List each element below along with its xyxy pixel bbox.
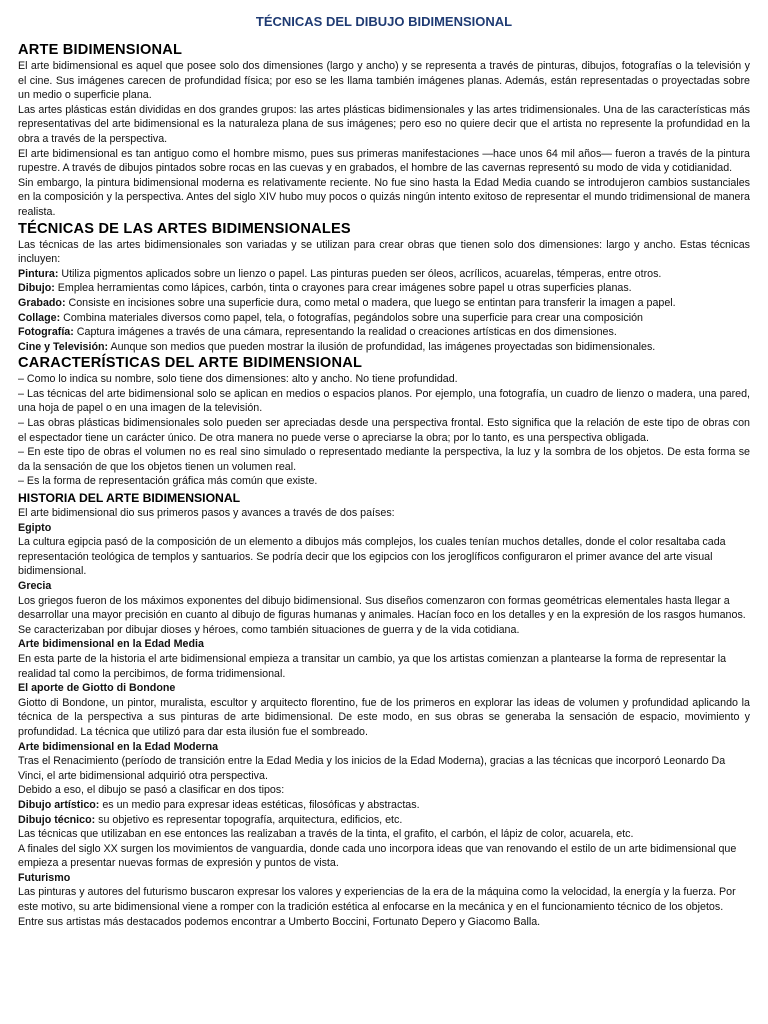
drawing-type-item xyxy=(18,813,750,828)
technique-text: Consiste en incisiones sobre una superficie dura, como metal o madera, que luego se entintan para transferir la imagen a papel. xyxy=(65,296,676,309)
technique-text: Captura imágenes a través de una cámara, representando la realidad o creaciones artísticas en dos dimensiones. xyxy=(73,326,617,339)
paragraph: Sin embargo, la pintura bidimensional moderna es relativamente reciente. No fue sino hasta la Edad Media cuando se introdujeron cambios sustanciales en la composición y la perspectiva. Antes del siglo XIV hubo muy pocos o quizás ningún intento exitoso de representar el mundo tridimensional de manera realista. xyxy=(18,176,750,218)
drawing-type-term: Dibujo artístico: xyxy=(18,798,100,811)
paragraph: En esta parte de la historia el arte bidimensional empieza a transitar un cambio, ya que los artistas comienzan a plantearse la forma de representar la realidad tal como la percibimos, de forma tridimensional. xyxy=(18,652,727,680)
paragraph: A finales del siglo XX surgen los movimientos de vanguardia, donde cada uno incorpora ideas que van renovando el estilo de un arte bidimensional que empieza a presentar nuevas formas de expresión y puntos de vista. xyxy=(18,842,737,870)
technique-text: Utiliza pigmentos aplicados sobre un lienzo o papel. Las pinturas pueden ser óleos, acrílicos, acuarelas, témperas, entre otros. xyxy=(58,267,662,280)
subheading-grecia: Grecia xyxy=(18,580,52,592)
characteristic-item: – Las técnicas del arte bidimensional solo se aplican en medios o espacios planos. Por ejemplo, una fotografía, un cuadro de lienzo o madera, una pared, una hoja de papel o en una imagen de la televisión. xyxy=(18,387,750,415)
technique-item xyxy=(18,325,750,340)
subheading-futurismo: Futurismo xyxy=(18,871,71,884)
technique-term: Fotografía: xyxy=(18,326,74,339)
characteristic-item: – En este tipo de obras el volumen no es real sino simulado o representado mediante la perspectiva, la luz y la sombra de los objetos. De esta forma se da la sensación de que los objetos tienen un volumen real. xyxy=(18,446,750,473)
technique-term: Cine y Televisión: xyxy=(18,340,109,353)
technique-item xyxy=(18,311,750,326)
technique-text: Combina materiales diversos como papel, tela, o fotografías, pegándolos sobre una superficie para crear una composición xyxy=(60,311,643,324)
technique-item xyxy=(18,267,750,282)
subheading-giotto: El aporte de Giotto di Bondone xyxy=(18,682,176,695)
document-title: TÉCNICAS DEL DIBUJO BIDIMENSIONAL xyxy=(255,14,513,29)
paragraph: El arte bidimensional dio sus primeros pasos y avances a través de dos países: xyxy=(18,507,395,520)
drawing-type-item xyxy=(18,798,750,813)
characteristic-item: – Es la forma de representación gráfica más común que existe. xyxy=(18,475,318,488)
technique-item xyxy=(18,340,750,355)
paragraph: Debido a eso, el dibujo se pasó a clasificar en dos tipos: xyxy=(18,784,285,797)
heading-tecnicas: TÉCNICAS DE LAS ARTES BIDIMENSIONALES xyxy=(18,220,351,237)
subheading-edad-media: Arte bidimensional en la Edad Media xyxy=(18,638,204,651)
paragraph: Las artes plásticas están divididas en dos grandes grupos: las artes plásticas bidimensionales y las artes tridimensionales. Una de las características más representativas del arte bidimensional es la naturaleza plana de sus imágenes; pero eso no quiere decir que el artista no represente la profundidad en la obra a través de la perspectiva. xyxy=(18,103,750,145)
paragraph: Tras el Renacimiento (período de transición entre la Edad Media y los inicios de la Edad Moderna), gracias a las técnicas que incorporó Leonardo Da Vinci, el arte bidimensional adquirió otra perspectiva. xyxy=(18,755,726,782)
technique-item xyxy=(18,281,750,296)
drawing-type-term: Dibujo técnico: xyxy=(18,813,96,826)
technique-text: Emplea herramientas como lápices, carbón, tinta o crayones para crear imágenes sobre papel u otras superficies planas. xyxy=(54,282,632,295)
drawing-type-text: es un medio para expresar ideas estéticas, filosóficas y abstractas. xyxy=(99,798,420,811)
heading-caracteristicas: CARACTERÍSTICAS DEL ARTE BIDIMENSIONAL xyxy=(18,355,363,372)
technique-text: Aunque son medios que pueden mostrar la ilusión de profundidad, las imágenes proyectadas son bidimensionales. xyxy=(108,340,656,353)
paragraph: Giotto di Bondone, un pintor, muralista, escultor y arquitecto florentino, fue de los primeros en explorar las ideas de volumen y profundidad aplicando la técnica de la perspectiva a sus pinturas de arte bidimensional. De este modo, en sus obras se generaba la sensación de espacio, movimiento y profundidad. La técnica que utilizó para dar esta ilusión fue el sombreado. xyxy=(18,696,750,738)
paragraph: Las técnicas que utilizaban en ese entonces las realizaban a través de la tinta, el grafito, el carbón, el lápiz de color, acuarela, etc. xyxy=(18,828,634,841)
paragraph: La cultura egipcia pasó de la composición de un elemento a dibujos más complejos, los cuales tenían muchos detalles, donde el color resaltaba cada representación teológica de templos y santuarios. Se podría decir que los egipcios con los jeroglíficos configuraron el primer avance del arte visual bidimensional. xyxy=(18,536,726,578)
technique-term: Dibujo: xyxy=(18,282,55,295)
characteristic-item: – Como lo indica su nombre, solo tiene dos dimensiones: alto y ancho. No tiene profundidad. xyxy=(18,373,458,386)
paragraph: Los griegos fueron de los máximos exponentes del dibujo bidimensional. Sus diseños comenzaron con formas geométricas elementales hasta llegar a desarrollar una mayor precisión en cuanto al dibujo de figuras humanas y animales. Hacían foco en los detalles y en la expresión de los rasgos humanos. Se caracterizaban por dibujar dioses y héroes, como también situaciones de guerra y de la vida cotidiana. xyxy=(18,594,746,636)
paragraph: El arte bidimensional es tan antiguo como el hombre mismo, pues sus primeras manifestaciones —hace unos 64 mil años— fueron a través de la pintura rupestre. A través de dibujos pintados sobre rocas en las cuevas y en grabados, el hombre de las cavernas representó su modo de vida y cotidianidad. xyxy=(18,147,750,175)
paragraph: Las pinturas y autores del futurismo buscaron expresar los valores y experiencias de la era de la máquina como la velocidad, la energía y la fuerza. Por este motivo, su arte bidimensional viene a romper con la tradición estética al enfocarse en la mecánica y en el funcionamiento técnico de los objetos. Entre sus artistas más destacados podemos encontrar a Umberto Boccini, Fortunato Depero y Giacomo Balla. xyxy=(18,886,736,928)
characteristic-item: – Las obras plásticas bidimensionales solo pueden ser apreciadas desde una perspectiva frontal. Esto significa que la relación de este tipo de obras con el espectador tiene un carácter único. De otra manera no puede verse o apreciarse la obra; por lo tanto, es una perspectiva obligada. xyxy=(18,417,750,444)
subheading-egipto: Egipto xyxy=(18,521,52,534)
technique-item xyxy=(18,296,750,311)
technique-term: Pintura: xyxy=(18,267,59,280)
paragraph: El arte bidimensional es aquel que posee solo dos dimensiones (largo y ancho) y se representa a través de pinturas, dibujos, fotografías o la televisión y el cine. Sus imágenes carecen de profundidad física; por eso se les llama también imágenes planas. Además, están representadas o proyectadas sobre un medio o superficie plana. xyxy=(18,60,750,102)
heading-arte-bidimensional: ARTE BIDIMENSIONAL xyxy=(18,42,183,58)
paragraph: Las técnicas de las artes bidimensionales son variadas y se utilizan para crear obras que tienen solo dos dimensiones: largo y ancho. Estas técnicas incluyen: xyxy=(18,238,750,266)
subheading-edad-moderna: Arte bidimensional en la Edad Moderna xyxy=(18,740,219,753)
technique-term: Collage: xyxy=(18,311,61,324)
drawing-type-text: su objetivo es representar topografía, arquitectura, edificios, etc. xyxy=(95,813,403,826)
technique-term: Grabado: xyxy=(18,296,66,309)
heading-historia: HISTORIA DEL ARTE BIDIMENSIONAL xyxy=(18,491,241,506)
